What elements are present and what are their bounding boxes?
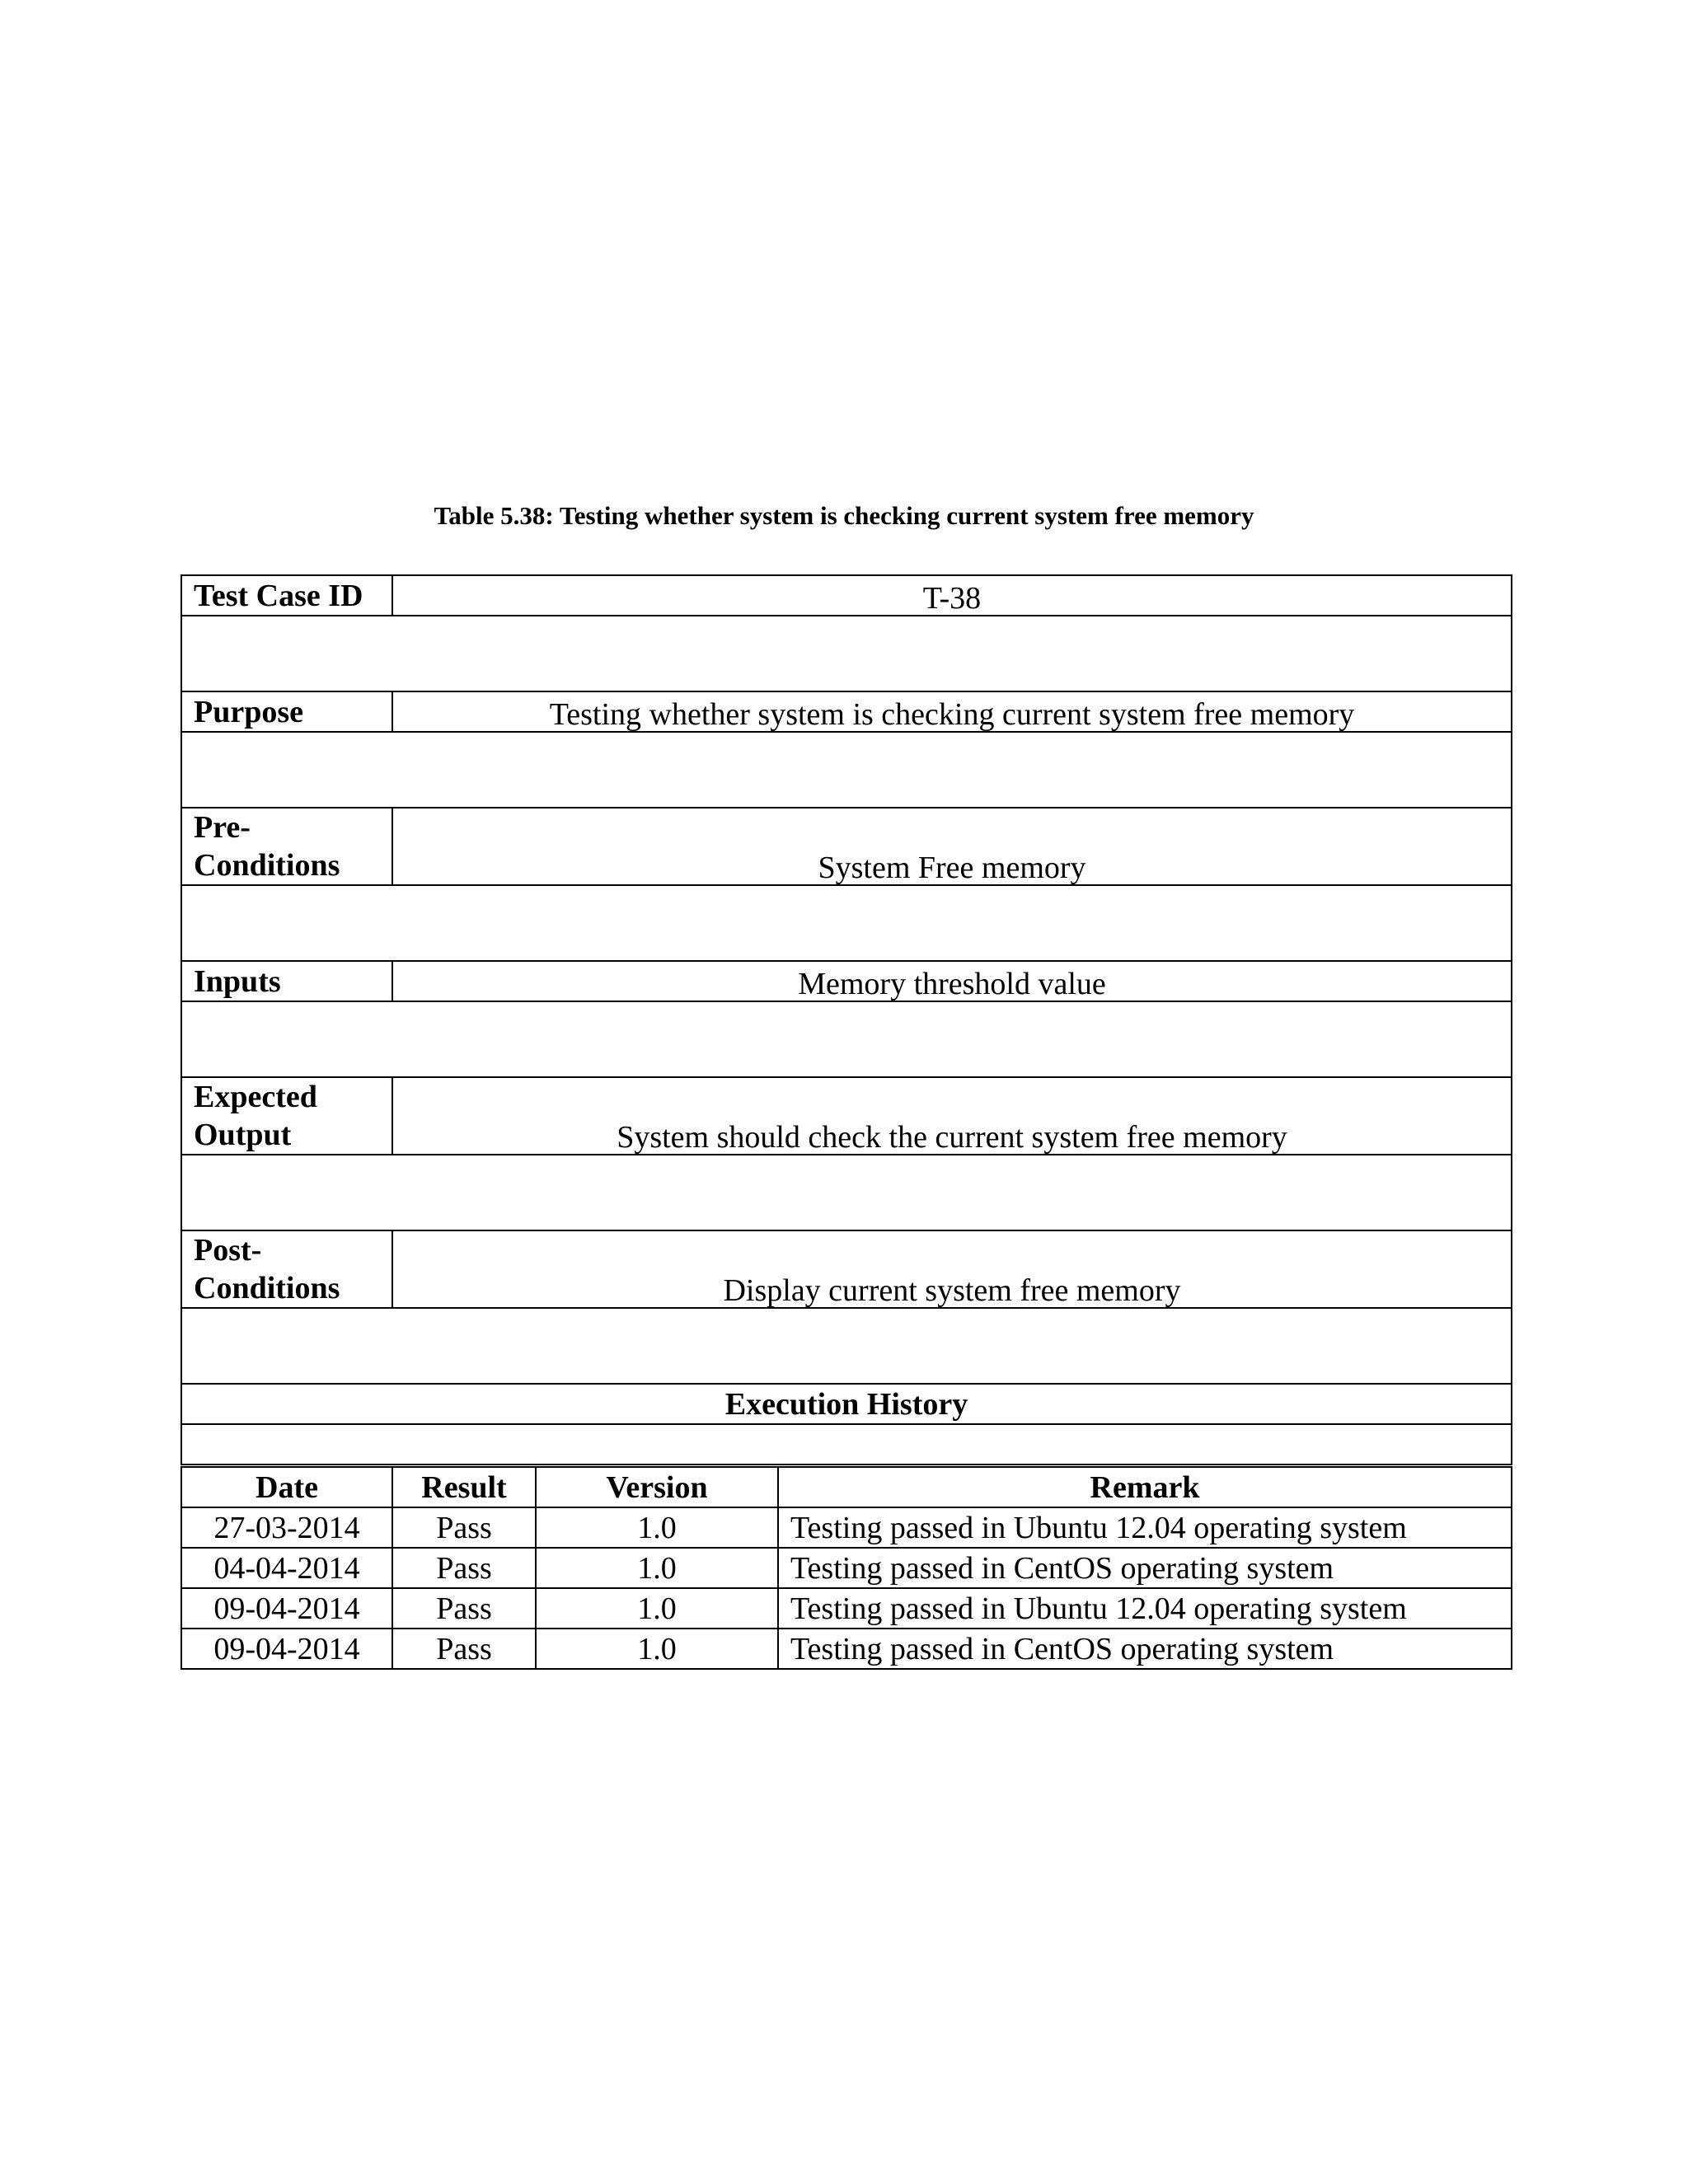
row-execution-history — [181, 1384, 1512, 1424]
expected-label-line1: Expected — [194, 1080, 317, 1114]
preconditions-label — [181, 808, 392, 885]
row-expected-output — [181, 1077, 1512, 1155]
row-test-case-id — [181, 575, 1512, 616]
history-date: 04-04-2014 — [181, 1548, 392, 1588]
postconditions-value: Display current system free memory — [392, 1230, 1512, 1308]
table-row — [181, 1629, 1512, 1669]
row-postconditions — [181, 1230, 1512, 1308]
test-case-id-value: T-38 — [392, 575, 1512, 616]
purpose-value: Testing whether system is checking current system free memory — [392, 691, 1512, 732]
expected-label-line2: Output — [194, 1118, 292, 1152]
history-remark: Testing passed in CentOS operating system — [778, 1629, 1512, 1669]
row-preconditions — [181, 808, 1512, 885]
preconditions-label-line2: Conditions — [194, 848, 340, 883]
expected-output-value: System should check the current system free memory — [392, 1077, 1512, 1155]
postconditions-label — [181, 1230, 392, 1308]
test-case-id-label: Test Case ID — [181, 575, 392, 616]
spacer-row — [181, 1424, 1512, 1465]
post-label-line1: Post- — [194, 1233, 262, 1268]
history-date: 09-04-2014 — [181, 1629, 392, 1669]
table-row — [181, 1507, 1512, 1548]
execution-history-heading: Execution History — [181, 1384, 1512, 1424]
history-date: 27-03-2014 — [181, 1507, 392, 1548]
history-version: 1.0 — [536, 1629, 778, 1669]
history-result: Pass — [392, 1588, 536, 1629]
table-caption: Table 5.38: Testing whether system is checking current system free memory — [434, 501, 1254, 530]
inputs-value: Memory threshold value — [392, 961, 1512, 1001]
history-result: Pass — [392, 1548, 536, 1588]
history-remark: Testing passed in Ubuntu 12.04 operating system — [778, 1588, 1512, 1629]
execution-history-table — [181, 1466, 1512, 1670]
history-remark: Testing passed in Ubuntu 12.04 operating system — [778, 1507, 1512, 1548]
table-row — [181, 1548, 1512, 1588]
spacer-row — [181, 1155, 1512, 1230]
history-remark: Testing passed in CentOS operating system — [778, 1548, 1512, 1588]
spacer-row — [181, 732, 1512, 808]
preconditions-value: System Free memory — [392, 808, 1512, 885]
post-label-line2: Conditions — [194, 1271, 340, 1305]
history-date: 09-04-2014 — [181, 1588, 392, 1629]
history-header-result: Result — [392, 1467, 536, 1507]
test-case-table — [181, 574, 1512, 1465]
history-version: 1.0 — [536, 1588, 778, 1629]
spacer-row — [181, 1308, 1512, 1384]
history-result: Pass — [392, 1629, 536, 1669]
expected-output-label — [181, 1077, 392, 1155]
history-header-row — [181, 1467, 1512, 1507]
history-header-remark: Remark — [778, 1467, 1512, 1507]
table-row — [181, 1588, 1512, 1629]
history-version: 1.0 — [536, 1507, 778, 1548]
purpose-label: Purpose — [181, 691, 392, 732]
spacer-row — [181, 616, 1512, 691]
history-version: 1.0 — [536, 1548, 778, 1588]
inputs-label: Inputs — [181, 961, 392, 1001]
spacer-row — [181, 1001, 1512, 1077]
history-result: Pass — [392, 1507, 536, 1548]
row-purpose — [181, 691, 1512, 732]
row-inputs — [181, 961, 1512, 1001]
history-header-date: Date — [181, 1467, 392, 1507]
preconditions-label-line1: Pre- — [194, 810, 251, 845]
spacer-row — [181, 885, 1512, 961]
history-header-version: Version — [536, 1467, 778, 1507]
